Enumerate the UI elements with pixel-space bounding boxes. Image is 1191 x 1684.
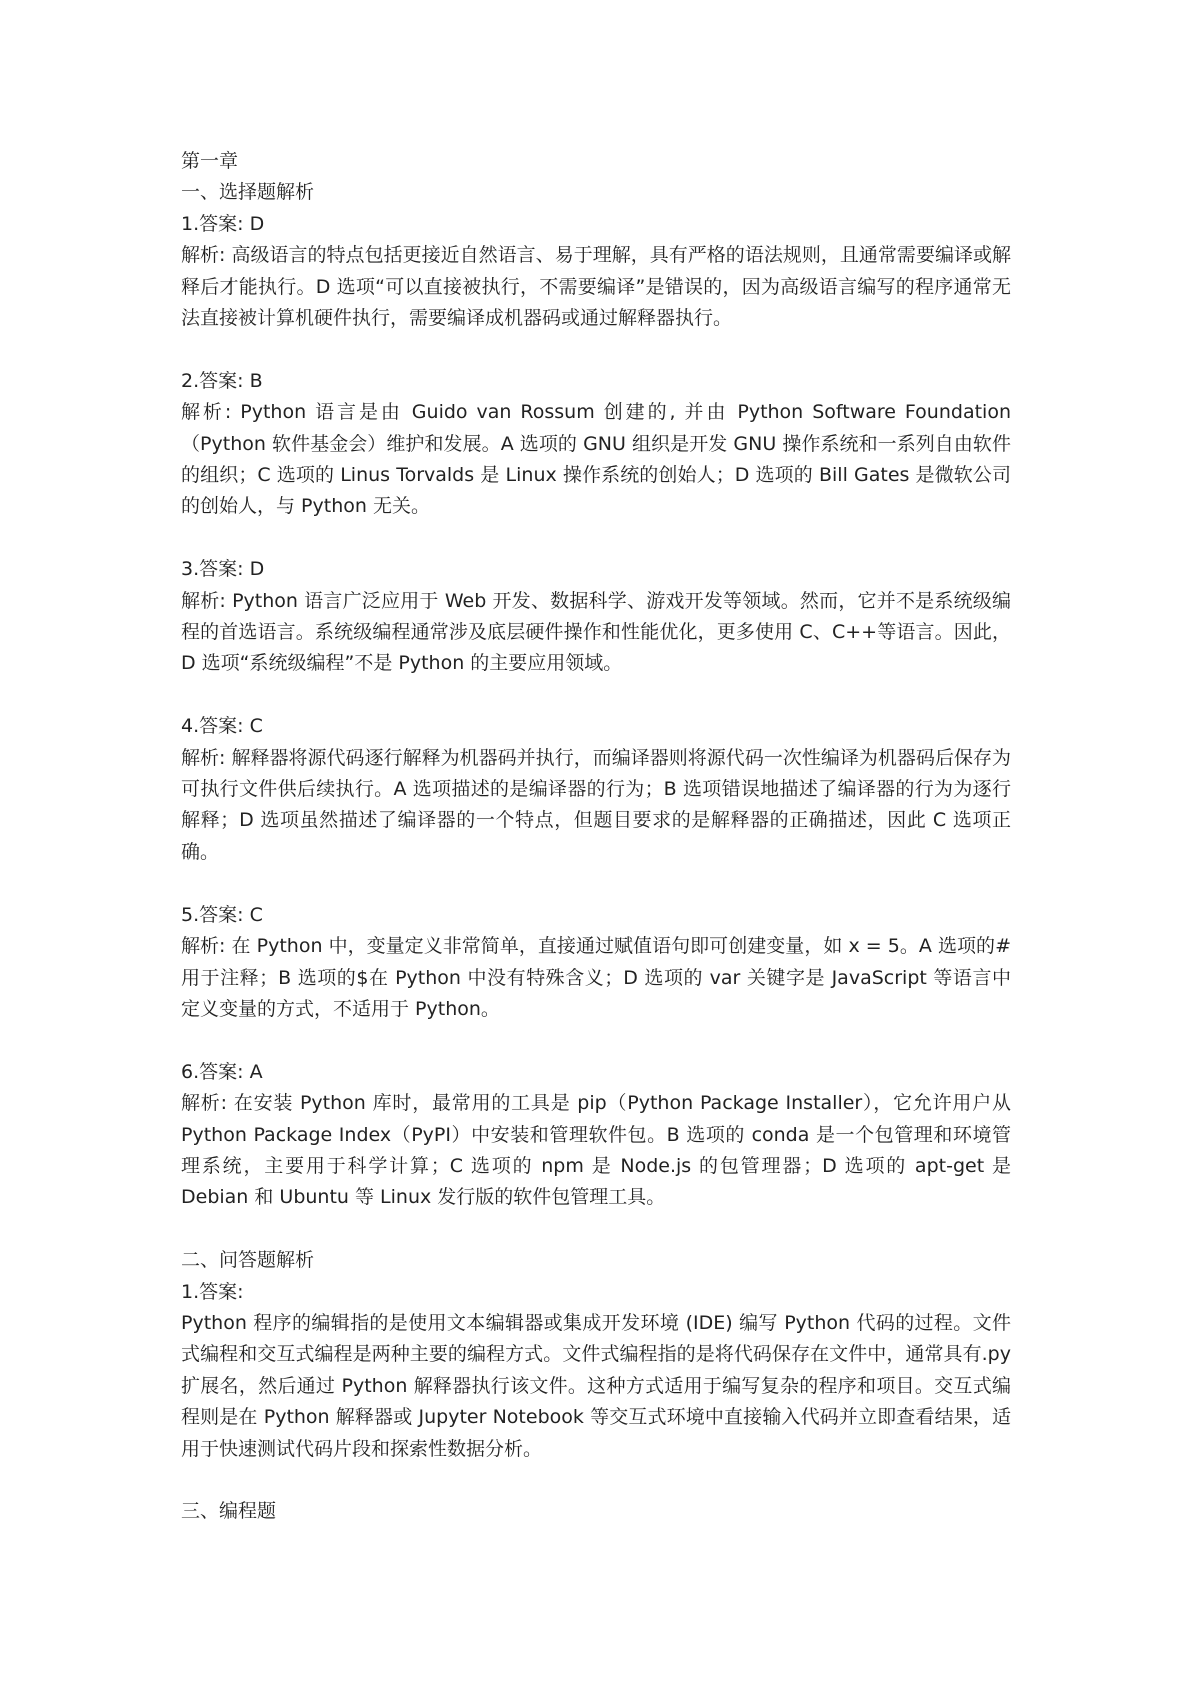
section-heading-programming: 三、编程题 bbox=[181, 1500, 277, 1523]
analysis-4: 解析: 解释器将源代码逐行解释为机器码并执行，而编译器则将源代码一次性编译为机器码后保存为可执行文件供后续执行。A 选项描述的是编译器的行为；B 选项错误地描述了编译器的行为为逐行解释；D 选项虽然描述了编译器的一个特点，但题目要求的是解释器的正确描述，因此 C 选项正确。 bbox=[181, 746, 1011, 863]
answer-6: 6.答案: A bbox=[181, 1060, 263, 1083]
spacer bbox=[181, 868, 1011, 899]
analysis-6: 解析: 在安装 Python 库时，最常用的工具是 pip（Python Package Installer），它允许用户从 Python Package Index（PyPI）中安装和管理软件包。B 选项的 conda 是一个包管理和环境管理系统，主要用于科学计算；C 选项的 npm 是 Node.js 的包管理器；D 选项的 apt-get 是 Debian 和 Ubuntu 等 Linux 发行版的软件包管理工具。 bbox=[181, 1092, 1011, 1209]
analysis-2: 解析: Python 语言是由 Guido van Rossum 创建的, 并由 Python Software Foundation（Python 软件基金会）维护和发展。A 选项的 GNU 组织是开发 GNU 操作系统和一系列自由软件的组织；C 选项的 Linus Torvalds 是 Linux 操作系统的创始人；D 选项的 Bill Gates 是微软公司的创始人，与 Python 无关。 bbox=[181, 401, 1011, 518]
spacer bbox=[181, 1025, 1011, 1056]
answer-1: 1.答案: D bbox=[181, 212, 265, 235]
qa-answer-1: 1.答案: bbox=[181, 1280, 244, 1303]
chapter-title: 第一章 bbox=[181, 150, 239, 172]
answer-5: 5.答案: C bbox=[181, 903, 263, 926]
section-heading-choice: 一、选择题解析 bbox=[181, 181, 315, 204]
analysis-1: 解析: 高级语言的特点包括更接近自然语言、易于理解，具有严格的语法规则，且通常需要编译或解释后才能执行。D 选项“可以直接被执行，不需要编译”是错误的，因为高级语言编写的程序通常无法直接被计算机硬件执行，需要编译成机器码或通过解释器执行。 bbox=[181, 244, 1011, 330]
spacer bbox=[181, 523, 1011, 554]
spacer bbox=[181, 334, 1011, 365]
answer-4: 4.答案: C bbox=[181, 715, 263, 738]
analysis-5: 解析: 在 Python 中，变量定义非常简单，直接通过赋值语句即可创建变量，如 x = 5。A 选项的#用于注释；B 选项的$在 Python 中没有特殊含义；D 选项的 var 关键字是 JavaScript 等语言中定义变量的方式，不适用于 Python。 bbox=[181, 935, 1011, 1020]
spacer bbox=[181, 680, 1011, 711]
qa-analysis-1: Python 程序的编辑指的是使用文本编辑器或集成开发环境 (IDE) 编写 Python 代码的过程。文件式编程和交互式编程是两种主要的编程方式。文件式编程指的是将代码保存在文件中，通常具有.py 扩展名，然后通过 Python 解释器执行该文件。这种方式适用于编写复杂的程序和项目。交互式编程则是在 Python 解释器或 Jupyter Notebook 等交互式环境中直接输入代码并立即查看结果，适用于快速测试代码片段和探索性数据分析。 bbox=[181, 1311, 1011, 1460]
spacer bbox=[181, 1465, 1011, 1496]
answer-3: 3.答案: D bbox=[181, 558, 265, 581]
section-heading-qa: 二、问答题解析 bbox=[181, 1249, 315, 1272]
answer-2: 2.答案: B bbox=[181, 369, 263, 392]
analysis-3: 解析: Python 语言广泛应用于 Web 开发、数据科学、游戏开发等领域。然而，它并不是系统级编程的首选语言。系统级编程通常涉及底层硬件操作和性能优化，更多使用 C、C++等语言。因此，D 选项“系统级编程”不是 Python 的主要应用领域。 bbox=[181, 589, 1011, 675]
spacer bbox=[181, 1214, 1011, 1245]
document-page bbox=[181, 146, 1011, 1528]
